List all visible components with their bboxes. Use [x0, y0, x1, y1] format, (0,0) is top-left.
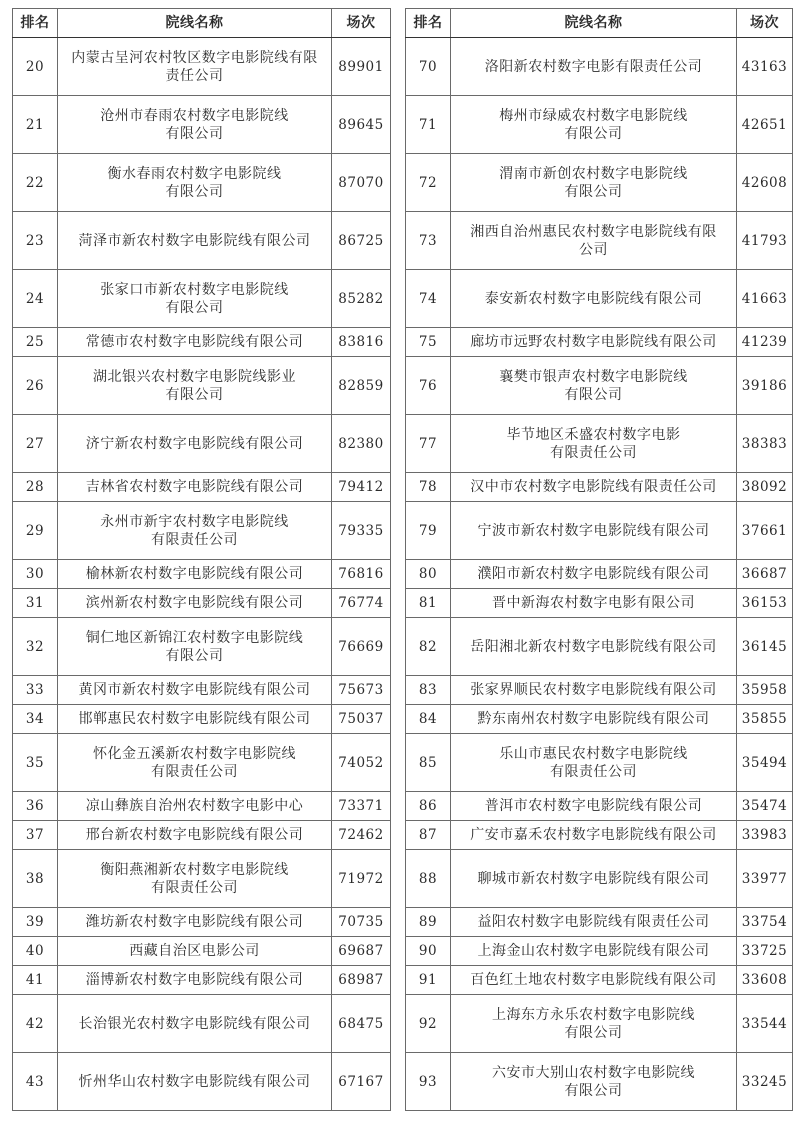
table-row: [13, 560, 391, 589]
cinema-name-cell: [58, 270, 332, 328]
cinema-name-line1: 洛阳新农村数字电影有限责任公司: [484, 58, 703, 75]
cinema-name-line1: 乐山市惠民农村数字电影院线: [499, 745, 688, 762]
rank-cell: 74: [406, 270, 451, 328]
cinema-name-cell: [58, 212, 332, 270]
cinema-name-line1: 内蒙古呈河农村牧区数字电影院线有限: [71, 49, 318, 66]
cinema-name-cell: [58, 792, 332, 821]
rank-cell: 21: [13, 96, 58, 154]
cinema-name-cell: [451, 38, 737, 96]
table-row: [406, 850, 793, 908]
table-row: [406, 908, 793, 937]
screening-count-cell: 36153: [737, 589, 793, 618]
table-row: [13, 154, 391, 212]
screening-count-cell: 35474: [737, 792, 793, 821]
cinema-name-line1: 凉山彝族自治州农村数字电影中心: [85, 798, 304, 814]
screening-count-cell: 76669: [332, 618, 391, 676]
table-row: [13, 1053, 391, 1111]
cinema-name-line1: 怀化金五溪新农村数字电影院线: [93, 745, 296, 762]
rank-cell: 23: [13, 212, 58, 270]
screening-count-cell: 75673: [332, 676, 391, 705]
rank-cell: 83: [406, 676, 451, 705]
header-row: [406, 9, 793, 38]
screening-count-cell: 68987: [332, 966, 391, 995]
header-row: [13, 9, 391, 38]
cinema-name-line1: 沧州市春雨农村数字电影院线: [100, 107, 289, 124]
screening-count-cell: 38383: [737, 415, 793, 473]
table-row: [13, 415, 391, 473]
cinema-name-line1: 常德市农村数字电影院线有限公司: [85, 334, 304, 350]
rank-cell: 29: [13, 502, 58, 560]
table-row: [406, 937, 793, 966]
cinema-name-cell: [58, 734, 332, 792]
table-row: [13, 502, 391, 560]
cinema-name-line1: 长治银光农村数字电影院线有限公司: [78, 1015, 311, 1032]
cinema-name-cell: [451, 1053, 737, 1111]
rank-cell: 70: [406, 38, 451, 96]
cinema-name-line2: 有限公司: [564, 1024, 623, 1041]
cinema-name-line2: 责任公司: [165, 67, 224, 84]
screening-count-cell: 72462: [332, 821, 391, 850]
rank-cell: 82: [406, 618, 451, 676]
table-row: [13, 357, 391, 415]
table-row: [406, 38, 793, 96]
cinema-name-cell: [451, 937, 737, 966]
screening-count-cell: 87070: [332, 154, 391, 212]
screening-count-cell: 35958: [737, 676, 793, 705]
table-row: [13, 734, 391, 792]
table-row: [406, 270, 793, 328]
cinema-name-cell: [58, 937, 332, 966]
cinema-name-cell: [451, 270, 737, 328]
ranking-table-left: [12, 8, 391, 1111]
cinema-name-line2: 有限公司: [564, 183, 623, 200]
cinema-name-cell: [58, 676, 332, 705]
cinema-name-line1: 百色红土地农村数字电影院线有限公司: [470, 972, 717, 988]
rank-cell: 26: [13, 357, 58, 415]
rank-cell: 34: [13, 705, 58, 734]
cinema-name-cell: [58, 966, 332, 995]
cinema-name-line2: 有限责任公司: [151, 763, 238, 780]
table-row: [406, 705, 793, 734]
rank-cell: 22: [13, 154, 58, 212]
cinema-name-line1: 衡水春雨农村数字电影院线: [107, 165, 282, 182]
screening-count-cell: 37661: [737, 502, 793, 560]
screening-count-cell: 42608: [737, 154, 793, 212]
screening-count-cell: 86725: [332, 212, 391, 270]
cinema-name-line2: 有限责任公司: [550, 444, 637, 461]
cinema-name-line1: 六安市大别山农村数字电影院线: [492, 1064, 695, 1081]
rank-cell: 75: [406, 328, 451, 357]
header-rank: 排名: [13, 9, 58, 38]
screening-count-cell: 36687: [737, 560, 793, 589]
cinema-name-cell: [58, 908, 332, 937]
cinema-name-line1: 济宁新农村数字电影院线有限公司: [85, 435, 304, 452]
cinema-name-line1: 滨州新农村数字电影院线有限公司: [85, 595, 304, 611]
cinema-name-line1: 吉林省农村数字电影院线有限公司: [85, 479, 304, 495]
cinema-name-cell: [451, 154, 737, 212]
cinema-name-cell: [451, 473, 737, 502]
cinema-name-cell: [58, 995, 332, 1053]
table-row: [13, 589, 391, 618]
cinema-name-cell: [451, 995, 737, 1053]
screening-count-cell: 35855: [737, 705, 793, 734]
table-row: [406, 792, 793, 821]
screening-count-cell: 76816: [332, 560, 391, 589]
rank-cell: 81: [406, 589, 451, 618]
rank-cell: 24: [13, 270, 58, 328]
table-row: [406, 995, 793, 1053]
cinema-name-line2: 有限公司: [165, 183, 224, 200]
table-row: [406, 1053, 793, 1111]
table-row: [13, 676, 391, 705]
screening-count-cell: 38092: [737, 473, 793, 502]
rank-cell: 27: [13, 415, 58, 473]
table-row: [13, 908, 391, 937]
cinema-name-line2: 有限责任公司: [151, 879, 238, 896]
rank-cell: 38: [13, 850, 58, 908]
table-row: [13, 96, 391, 154]
cinema-name-cell: [58, 154, 332, 212]
table-row: [13, 966, 391, 995]
cinema-name-cell: [58, 502, 332, 560]
table-row: [406, 618, 793, 676]
table-row: [13, 937, 391, 966]
cinema-name-cell: [58, 415, 332, 473]
cinema-name-line1: 湖北银兴农村数字电影院线影业: [93, 368, 296, 385]
table-row: [13, 821, 391, 850]
screening-count-cell: 36145: [737, 618, 793, 676]
cinema-name-line2: 有限公司: [564, 1082, 623, 1099]
rank-cell: 39: [13, 908, 58, 937]
cinema-name-line1: 泰安新农村数字电影院线有限公司: [484, 290, 703, 307]
cinema-name-cell: [451, 966, 737, 995]
screening-count-cell: 71972: [332, 850, 391, 908]
cinema-name-cell: [451, 792, 737, 821]
screening-count-cell: 33245: [737, 1053, 793, 1111]
cinema-name-line1: 黔东南州农村数字电影院线有限公司: [477, 711, 710, 727]
cinema-name-cell: [58, 357, 332, 415]
screening-count-cell: 69687: [332, 937, 391, 966]
cinema-name-cell: [451, 589, 737, 618]
cinema-name-cell: [58, 473, 332, 502]
header-rank: 排名: [406, 9, 451, 38]
rank-cell: 72: [406, 154, 451, 212]
cinema-name-line2: 有限公司: [165, 299, 224, 316]
table-row: [13, 270, 391, 328]
table-row: [406, 96, 793, 154]
rank-cell: 37: [13, 821, 58, 850]
table-row: [406, 357, 793, 415]
rank-cell: 33: [13, 676, 58, 705]
cinema-name-line1: 潍坊新农村数字电影院线有限公司: [85, 914, 304, 930]
cinema-name-line1: 菏泽市新农村数字电影院线有限公司: [78, 232, 311, 249]
rank-cell: 80: [406, 560, 451, 589]
screening-count-cell: 35494: [737, 734, 793, 792]
cinema-name-cell: [451, 502, 737, 560]
table-row: [13, 38, 391, 96]
table-row: [406, 966, 793, 995]
cinema-name-cell: [58, 618, 332, 676]
table-row: [406, 415, 793, 473]
cinema-name-cell: [58, 850, 332, 908]
cinema-name-cell: [451, 415, 737, 473]
rank-cell: 25: [13, 328, 58, 357]
rank-cell: 43: [13, 1053, 58, 1111]
cinema-name-cell: [451, 676, 737, 705]
cinema-name-line1: 梅州市绿威农村数字电影院线: [499, 107, 688, 124]
cinema-name-line1: 聊城市新农村数字电影院线有限公司: [477, 870, 710, 887]
table-row: [406, 473, 793, 502]
rank-cell: 79: [406, 502, 451, 560]
cinema-name-cell: [58, 96, 332, 154]
table-row: [406, 212, 793, 270]
table-row: [13, 995, 391, 1053]
screening-count-cell: 33977: [737, 850, 793, 908]
screening-count-cell: 68475: [332, 995, 391, 1053]
cinema-name-line1: 毕节地区禾盛农村数字电影: [506, 426, 681, 443]
rank-cell: 36: [13, 792, 58, 821]
cinema-name-line2: 有限公司: [165, 125, 224, 142]
rank-cell: 85: [406, 734, 451, 792]
ranking-table-right: [405, 8, 793, 1111]
cinema-name-line1: 黄冈市新农村数字电影院线有限公司: [78, 682, 311, 698]
rank-cell: 31: [13, 589, 58, 618]
cinema-name-line1: 廊坊市远野农村数字电影院线有限公司: [470, 334, 717, 350]
table-row: [13, 792, 391, 821]
cinema-name-cell: [58, 589, 332, 618]
cinema-name-cell: [58, 705, 332, 734]
rank-cell: 93: [406, 1053, 451, 1111]
screening-count-cell: 33983: [737, 821, 793, 850]
cinema-name-line2: 有限公司: [564, 386, 623, 403]
cinema-name-line2: 有限责任公司: [550, 763, 637, 780]
screening-count-cell: 41239: [737, 328, 793, 357]
cinema-name-line1: 岳阳湘北新农村数字电影院线有限公司: [470, 638, 717, 655]
cinema-name-cell: [58, 38, 332, 96]
rank-cell: 86: [406, 792, 451, 821]
cinema-name-line1: 汉中市农村数字电影院线有限责任公司: [470, 479, 717, 495]
screening-count-cell: 79335: [332, 502, 391, 560]
cinema-name-line1: 宁波市新农村数字电影院线有限公司: [477, 522, 710, 539]
cinema-name-line1: 邯郸惠民农村数字电影院线有限公司: [78, 711, 311, 727]
table-row: [406, 154, 793, 212]
cinema-name-line2: 有限公司: [165, 647, 224, 664]
rank-cell: 89: [406, 908, 451, 937]
cinema-name-line1: 邢台新农村数字电影院线有限公司: [85, 827, 304, 843]
cinema-name-cell: [451, 850, 737, 908]
cinema-name-cell: [451, 821, 737, 850]
cinema-name-line1: 张家界顺民农村数字电影院线有限公司: [470, 682, 717, 698]
screening-count-cell: 83816: [332, 328, 391, 357]
table-row: [13, 850, 391, 908]
cinema-name-line1: 晋中新海农村数字电影有限公司: [492, 595, 695, 611]
rank-cell: 30: [13, 560, 58, 589]
rank-cell: 40: [13, 937, 58, 966]
table-row: [13, 618, 391, 676]
table-row: [406, 560, 793, 589]
rank-cell: 76: [406, 357, 451, 415]
cinema-name-line1: 普洱市农村数字电影院线有限公司: [484, 798, 703, 814]
cinema-name-line1: 铜仁地区新锦江农村数字电影院线: [85, 629, 304, 646]
cinema-name-cell: [451, 734, 737, 792]
cinema-name-line1: 湘西自治州惠民农村数字电影院线有限: [470, 223, 717, 240]
table-row: [13, 705, 391, 734]
cinema-name-cell: [451, 705, 737, 734]
cinema-name-line1: 上海金山农村数字电影院线有限公司: [477, 943, 710, 959]
header-count: 场次: [332, 9, 391, 38]
screening-count-cell: 70735: [332, 908, 391, 937]
screening-count-cell: 74052: [332, 734, 391, 792]
cinema-name-line2: 公司: [579, 241, 608, 258]
cinema-name-line2: 有限公司: [564, 125, 623, 142]
cinema-name-cell: [58, 560, 332, 589]
screening-count-cell: 43163: [737, 38, 793, 96]
rank-cell: 35: [13, 734, 58, 792]
screening-count-cell: 39186: [737, 357, 793, 415]
cinema-name-line1: 西藏自治区电影公司: [129, 943, 260, 959]
screening-count-cell: 73371: [332, 792, 391, 821]
cinema-name-line1: 忻州华山农村数字电影院线有限公司: [78, 1073, 311, 1090]
table-row: [13, 212, 391, 270]
cinema-name-cell: [451, 560, 737, 589]
screening-count-cell: 85282: [332, 270, 391, 328]
screening-count-cell: 41793: [737, 212, 793, 270]
rank-cell: 20: [13, 38, 58, 96]
cinema-name-cell: [58, 1053, 332, 1111]
table-row: [406, 328, 793, 357]
screening-count-cell: 42651: [737, 96, 793, 154]
header-name: 院线名称: [58, 9, 332, 38]
cinema-name-cell: [451, 212, 737, 270]
rank-cell: 91: [406, 966, 451, 995]
cinema-name-cell: [451, 357, 737, 415]
table-row: [406, 821, 793, 850]
cinema-name-line1: 榆林新农村数字电影院线有限公司: [85, 566, 304, 582]
table-row: [13, 473, 391, 502]
cinema-name-line1: 益阳农村数字电影院线有限责任公司: [477, 914, 710, 930]
screening-count-cell: 33754: [737, 908, 793, 937]
cinema-name-line1: 永州市新宇农村数字电影院线: [100, 513, 289, 530]
cinema-name-line1: 衡阳燕湘新农村数字电影院线: [100, 861, 289, 878]
table-row: [406, 502, 793, 560]
screening-count-cell: 33725: [737, 937, 793, 966]
rank-cell: 90: [406, 937, 451, 966]
screening-count-cell: 79412: [332, 473, 391, 502]
cinema-name-cell: [451, 328, 737, 357]
screening-count-cell: 89645: [332, 96, 391, 154]
rank-cell: 92: [406, 995, 451, 1053]
table-row: [13, 328, 391, 357]
rank-cell: 28: [13, 473, 58, 502]
cinema-name-cell: [451, 618, 737, 676]
cinema-name-line1: 淄博新农村数字电影院线有限公司: [85, 972, 304, 988]
cinema-name-line1: 上海东方永乐农村数字电影院线: [492, 1006, 695, 1023]
rank-cell: 73: [406, 212, 451, 270]
rank-cell: 84: [406, 705, 451, 734]
rank-cell: 88: [406, 850, 451, 908]
rank-cell: 42: [13, 995, 58, 1053]
cinema-name-line1: 渭南市新创农村数字电影院线: [499, 165, 688, 182]
rank-cell: 78: [406, 473, 451, 502]
cinema-name-cell: [58, 328, 332, 357]
rank-cell: 71: [406, 96, 451, 154]
rank-cell: 87: [406, 821, 451, 850]
cinema-name-cell: [451, 908, 737, 937]
header-name: 院线名称: [451, 9, 737, 38]
cinema-name-line1: 张家口市新农村数字电影院线: [100, 281, 289, 298]
rank-cell: 32: [13, 618, 58, 676]
cinema-name-line2: 有限责任公司: [151, 531, 238, 548]
screening-count-cell: 41663: [737, 270, 793, 328]
screening-count-cell: 33544: [737, 995, 793, 1053]
screening-count-cell: 82380: [332, 415, 391, 473]
screening-count-cell: 82859: [332, 357, 391, 415]
cinema-name-cell: [58, 821, 332, 850]
cinema-name-line1: 广安市嘉禾农村数字电影院线有限公司: [470, 827, 717, 843]
screening-count-cell: 67167: [332, 1053, 391, 1111]
screening-count-cell: 76774: [332, 589, 391, 618]
cinema-name-line1: 襄樊市银声农村数字电影院线: [499, 368, 688, 385]
rank-cell: 41: [13, 966, 58, 995]
header-count: 场次: [737, 9, 793, 38]
cinema-name-line2: 有限公司: [165, 386, 224, 403]
table-row: [406, 734, 793, 792]
screening-count-cell: 75037: [332, 705, 391, 734]
rank-cell: 77: [406, 415, 451, 473]
screening-count-cell: 33608: [737, 966, 793, 995]
table-row: [406, 676, 793, 705]
table-row: [406, 589, 793, 618]
cinema-name-cell: [451, 96, 737, 154]
screening-count-cell: 89901: [332, 38, 391, 96]
cinema-name-line1: 濮阳市新农村数字电影院线有限公司: [477, 566, 710, 582]
